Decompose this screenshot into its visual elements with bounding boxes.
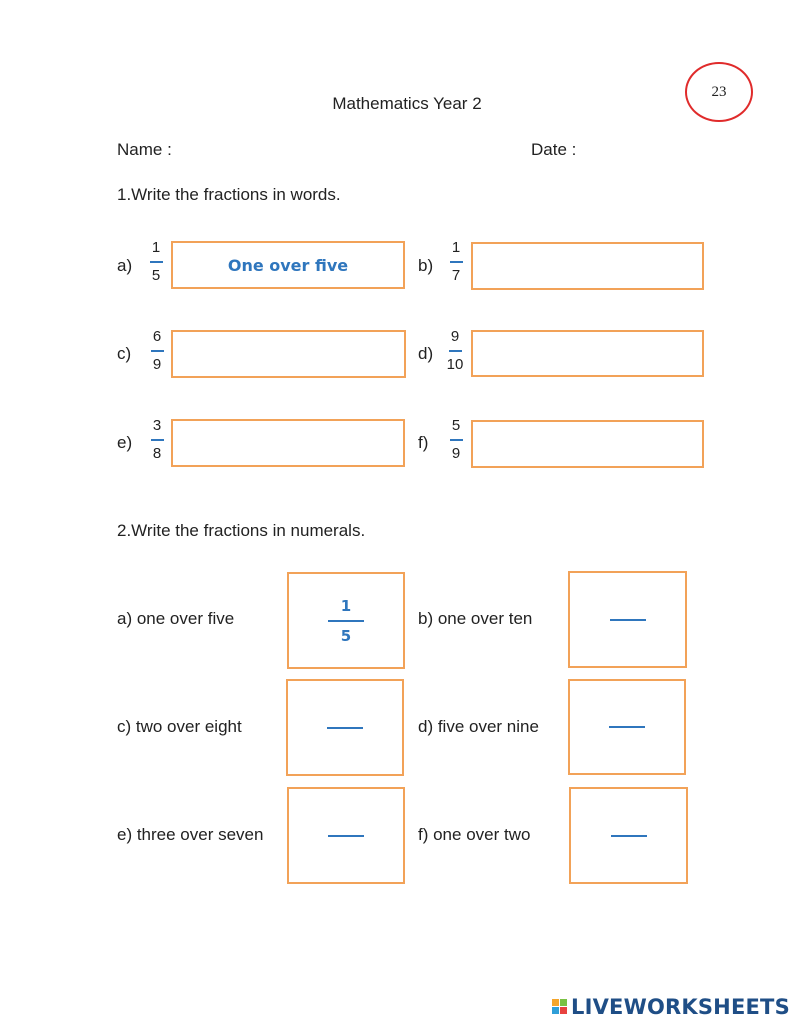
numeral-box-e — [287, 787, 405, 884]
numeral-item-label: c) two over eight — [117, 717, 242, 736]
fraction-bar — [151, 439, 164, 441]
logo-square-icon — [560, 1007, 567, 1014]
fraction-bar — [150, 261, 163, 263]
numeral-box-a — [287, 572, 405, 669]
date-label: Date : — [531, 140, 577, 159]
numeral-box-c — [286, 679, 404, 776]
numeral-item-label: b) one over ten — [418, 609, 533, 628]
fraction — [145, 418, 169, 464]
liveworksheets-logo — [552, 994, 790, 1020]
denominator: 8 — [152, 445, 162, 462]
denominator-input[interactable] — [325, 733, 365, 753]
numeral-box-f — [569, 787, 688, 884]
logo-text: LIVEWORKSHEETS — [571, 995, 790, 1019]
section2-heading: 2.Write the fractions in numerals. — [117, 521, 366, 540]
fraction — [144, 240, 168, 286]
fraction — [444, 240, 468, 286]
fraction — [145, 329, 169, 375]
numerator-input[interactable] — [609, 811, 649, 831]
answer-box-a — [171, 241, 405, 289]
fraction-bar — [327, 727, 363, 729]
item-letter: d) — [418, 344, 434, 363]
fraction-bar — [450, 439, 463, 441]
answer-box-c — [171, 330, 406, 378]
item-letter: a) — [117, 256, 133, 275]
answer-box-e — [171, 419, 405, 467]
answer-box-f — [471, 420, 704, 468]
item-letter: c) — [117, 344, 132, 363]
numeral-item-label: d) five over nine — [418, 717, 539, 736]
answer-input-b[interactable] — [473, 256, 702, 277]
answer-input-f[interactable] — [473, 434, 702, 455]
answer-input-e[interactable] — [173, 433, 403, 454]
numeral-item-label: f) one over two — [418, 825, 531, 844]
denominator: 10 — [446, 356, 464, 373]
fraction-bar — [328, 835, 364, 837]
denominator-input[interactable] — [608, 625, 648, 645]
numeral-item-label: a) one over five — [117, 609, 235, 628]
fraction-bar — [611, 835, 647, 837]
numerator-input[interactable] — [608, 595, 648, 615]
numerator-input[interactable] — [326, 811, 366, 831]
fraction-bar — [609, 726, 645, 728]
logo-square-icon — [560, 999, 567, 1006]
numerator-input[interactable] — [607, 702, 647, 722]
answer-input-d[interactable] — [473, 343, 702, 364]
denominator: 9 — [152, 356, 162, 373]
denominator: 9 — [451, 445, 461, 462]
item-letter: f) — [418, 433, 429, 452]
name-label: Name : — [117, 140, 172, 159]
numerator: 5 — [451, 417, 461, 434]
section1-heading: 1.Write the fractions in words. — [117, 185, 341, 204]
item-letter: b) — [418, 256, 434, 275]
denominator: 5 — [151, 267, 161, 284]
fraction-bar — [450, 261, 463, 263]
numerator: 9 — [450, 328, 460, 345]
answer-input-c[interactable] — [173, 344, 404, 365]
numeral-box-b — [568, 571, 687, 668]
logo-square-icon — [552, 1007, 559, 1014]
logo-square-icon — [552, 999, 559, 1006]
denominator-input[interactable] — [326, 841, 366, 861]
denominator-input[interactable] — [326, 626, 366, 646]
numerator: 1 — [151, 239, 161, 256]
fraction-bar — [151, 350, 164, 352]
denominator: 7 — [451, 267, 461, 284]
numerator: 3 — [152, 417, 162, 434]
numerator-input[interactable] — [325, 703, 365, 723]
numerator-input[interactable] — [326, 596, 366, 616]
fraction-bar — [610, 619, 646, 621]
page-title: Mathematics Year 2 — [332, 94, 482, 113]
page-number: 23 — [711, 83, 727, 100]
answer-box-d — [471, 330, 704, 377]
fraction — [442, 329, 468, 375]
numerator: 6 — [152, 328, 162, 345]
fraction — [444, 418, 468, 464]
numerator: 1 — [451, 239, 461, 256]
numeral-item-label: e) three over seven — [117, 825, 264, 844]
denominator-input[interactable] — [607, 732, 647, 752]
fraction-bar — [449, 350, 462, 352]
item-letter: e) — [117, 433, 133, 452]
denominator-input[interactable] — [609, 841, 649, 861]
logo-icon — [552, 999, 568, 1015]
fraction-bar — [328, 620, 364, 622]
numeral-box-d — [568, 679, 686, 775]
answer-box-b — [471, 242, 704, 290]
answer-input-a[interactable] — [173, 255, 403, 276]
